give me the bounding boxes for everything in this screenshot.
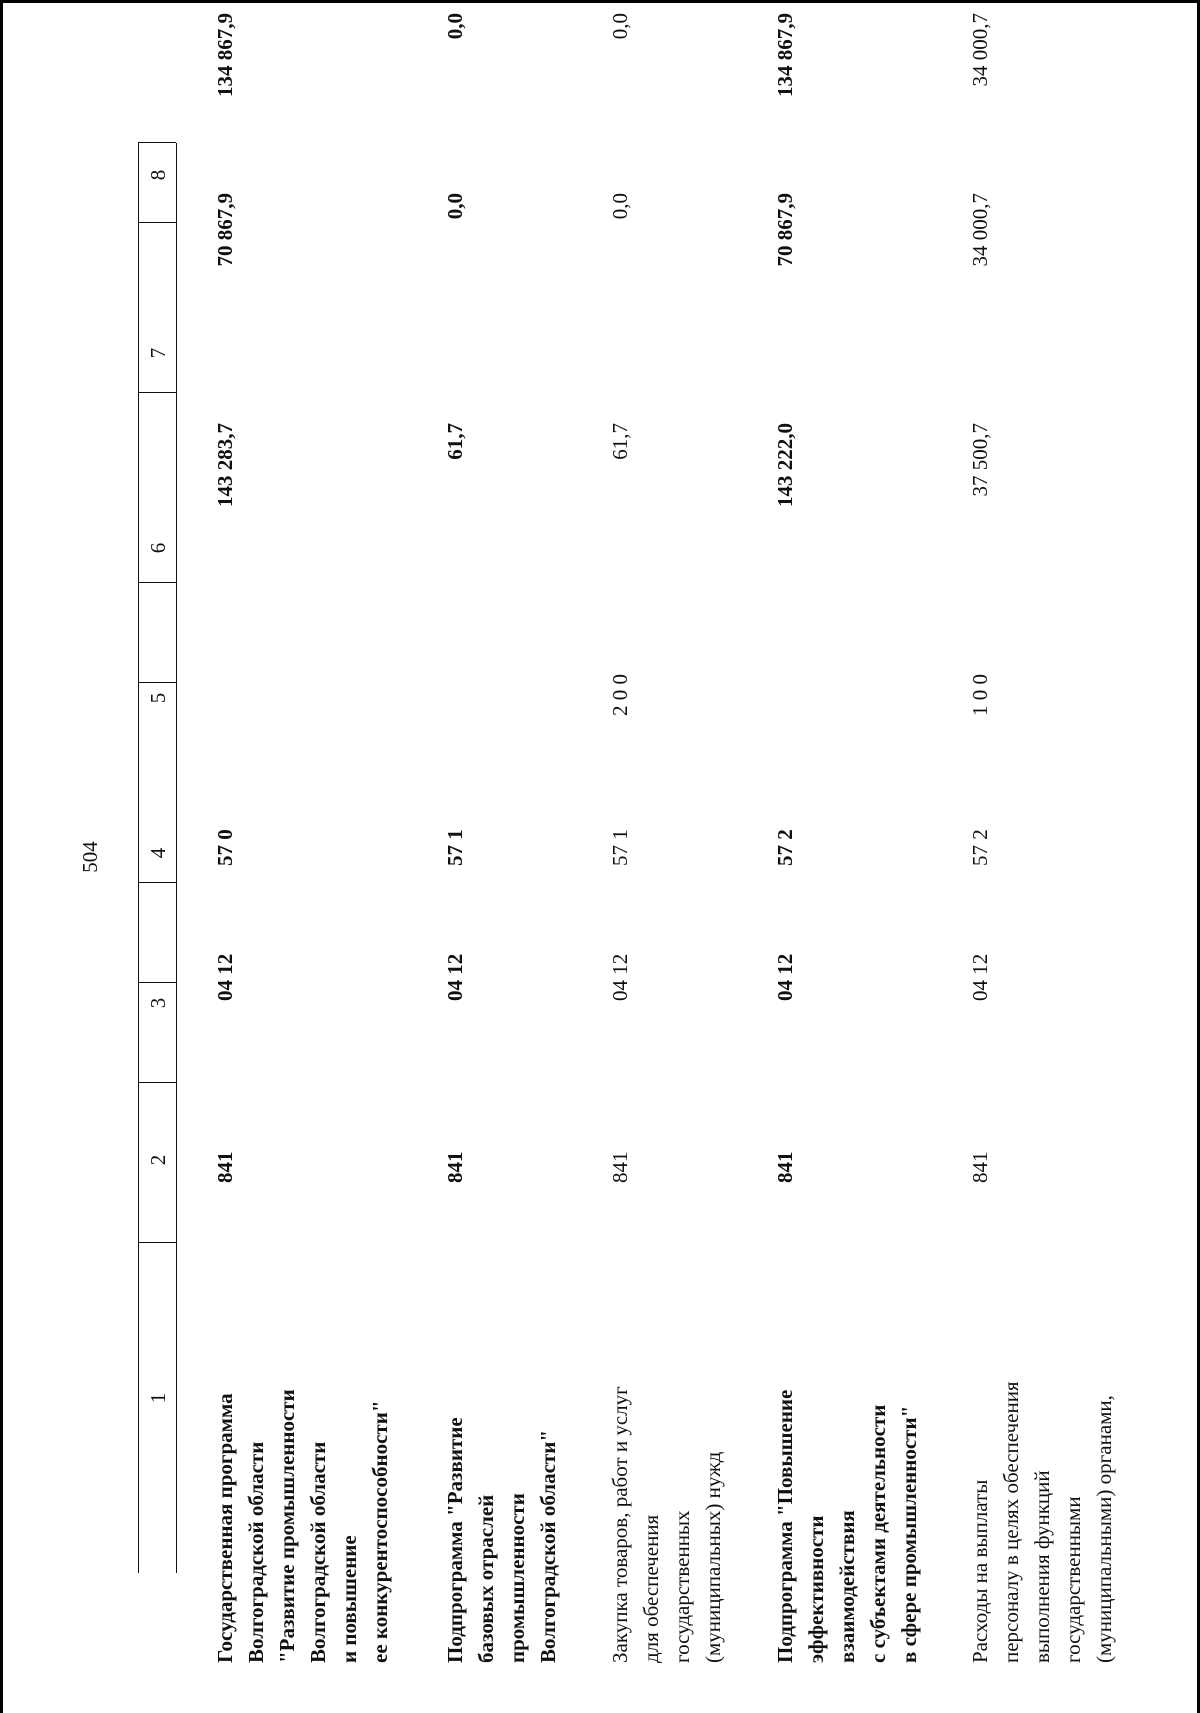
- table-cell-col2: 841: [608, 1151, 632, 1183]
- column-divider: [138, 222, 176, 223]
- table-cell-col4: 57 0: [213, 829, 237, 866]
- table-cell-col8: 34 000,7: [968, 13, 992, 87]
- column-header-3: 3: [146, 997, 170, 1009]
- table-cell-col2: 841: [213, 1151, 237, 1183]
- table-cell-col8: 134 867,9: [773, 13, 797, 97]
- table-cell-col5: 2 0 0: [608, 674, 632, 716]
- column-header-8: 8: [146, 169, 170, 181]
- column-divider: [138, 1242, 176, 1243]
- table-cell-col7: 34 000,7: [968, 193, 992, 267]
- table-cell-col7: 0,0: [443, 193, 467, 220]
- column-header-1: 1: [146, 1392, 170, 1404]
- table-cell-col3: 04 12: [213, 953, 237, 1001]
- table-cell-col8: 0,0: [443, 13, 467, 40]
- column-header-7: 7: [146, 347, 170, 359]
- table-cell-col3: 04 12: [968, 953, 992, 1001]
- table-cell-col6: 61,7: [608, 423, 632, 460]
- column-divider: [138, 142, 176, 143]
- table-cell-col6: 61,7: [443, 423, 467, 460]
- table-cell-col5: 1 0 0: [968, 674, 992, 716]
- table-row-name: Закупка товаров, работ и услуг для обеспечения государственных (муниципальных) нужд: [608, 1386, 725, 1663]
- table-row-name: Подпрограмма "Повышение эффективности взаимодействия с субъектами деятельности в сфере промышленности": [773, 1389, 921, 1663]
- table-cell-col4: 57 1: [443, 829, 467, 866]
- table-cell-col4: 57 2: [773, 829, 797, 866]
- table-cell-col3: 04 12: [608, 953, 632, 1001]
- table-cell-col8: 0,0: [608, 13, 632, 40]
- table-cell-col2: 841: [443, 1151, 467, 1183]
- table-row-name: Государственная программа Волгоградской области "Развитие промышленности Волгоградской области и повышение ее конкурентоспособности": [213, 1389, 392, 1663]
- table-header-bottom-rule: [176, 143, 177, 1573]
- column-header-5: 5: [146, 692, 170, 704]
- table-cell-col4: 57 2: [968, 829, 992, 866]
- column-divider: [138, 582, 176, 583]
- column-divider: [138, 392, 176, 393]
- table-cell-col6: 143 283,7: [213, 423, 237, 507]
- table-cell-col7: 0,0: [608, 193, 632, 220]
- table-header-top-rule: [138, 143, 139, 1573]
- column-header-4: 4: [146, 847, 170, 859]
- column-divider: [138, 982, 176, 983]
- table-row-name: Расходы на выплаты персоналу в целях обеспечения выполнения функций государственными (муниципальными) органами,: [968, 1381, 1116, 1663]
- table-cell-col8: 134 867,9: [213, 13, 237, 97]
- table-cell-col7: 70 867,9: [213, 193, 237, 267]
- column-divider: [138, 1082, 176, 1083]
- column-divider: [138, 882, 176, 883]
- table-cell-col6: 37 500,7: [968, 423, 992, 497]
- table-cell-col6: 143 222,0: [773, 423, 797, 507]
- table-cell-col2: 841: [968, 1151, 992, 1183]
- table-cell-col3: 04 12: [443, 953, 467, 1001]
- page-number: 504: [78, 841, 102, 873]
- column-header-6: 6: [146, 542, 170, 554]
- table-cell-col4: 57 1: [608, 829, 632, 866]
- table-row-name: Подпрограмма "Развитие базовых отраслей промышленности Волгоградской области": [443, 1417, 560, 1663]
- table-cell-col2: 841: [773, 1151, 797, 1183]
- table-cell-col7: 70 867,9: [773, 193, 797, 267]
- table-cell-col3: 04 12: [773, 953, 797, 1001]
- column-header-2: 2: [146, 1154, 170, 1166]
